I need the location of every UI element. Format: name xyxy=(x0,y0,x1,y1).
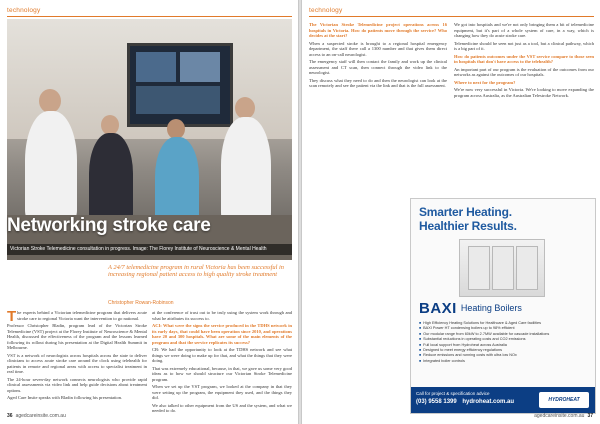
interview-question: The Victorian Stroke Telemedicine project operations across 16 hospitals in Victoria. How do patients move through the service? Who decides at the start? xyxy=(309,22,447,38)
photo-person-head xyxy=(101,115,119,135)
boiler-unit xyxy=(468,246,490,290)
ad-phone-number[interactable]: (03) 9558 1399 xyxy=(416,399,457,405)
body-paragraph: The emergency staff will then contact the family and work up the clinical assessment and CT scan, then connect through the video link to the neurologist. xyxy=(309,59,447,75)
byline: Christopher Rowan-Robinson xyxy=(108,300,174,306)
ad-brand-row xyxy=(419,299,589,317)
body-column-2 xyxy=(152,310,292,412)
body-paragraph: Telemedicine should be seen not just as a tool, but a clinical pathway, which is a big part of it. xyxy=(454,40,594,51)
body-paragraph: When a suspected stroke is brought to a regional hospital emergency department, the staff there call a 1300 number and that gives them direct access to an on-call neurologist. xyxy=(309,40,447,57)
body-paragraph: We also talked to other equipment from the US and the system, and what we needed to do. xyxy=(152,402,292,412)
folio-left xyxy=(7,413,66,419)
baxi-logo: BAXI xyxy=(419,299,457,317)
lead-text: he experts behind a Victorian telemedicine program that delivers acute stroke care to regional Victoria want the intervention to go national. xyxy=(17,310,147,321)
headline-box xyxy=(7,214,211,238)
section-rule-right xyxy=(309,16,594,17)
photo-person-head xyxy=(39,89,61,113)
photo-person-body xyxy=(25,111,77,221)
photo-person-body xyxy=(155,137,199,225)
boiler-unit xyxy=(516,246,538,290)
screen-pane xyxy=(136,52,176,82)
interview-question: How do patients outcomes under the VST service compare to those seen in hospitals that don't have access to the telehealth? xyxy=(454,53,594,64)
body-paragraph: Aged Care Insite speaks with Bladin following his presentation. xyxy=(7,395,123,400)
body-paragraph: Professor Christopher Bladin, program lead of the Victorian Stroke Telemedicine (VST) project at the Florey Institute of Neuroscience & Mental Health, discussed the effectiveness of the program and the lessons learned following its rollout during his presentation at the Digital Health Summit in Melbourne. xyxy=(7,323,147,350)
ad-feature: ■ Integrated boiler controls xyxy=(419,359,589,364)
body-column-1 xyxy=(7,310,147,412)
drop-cap: T xyxy=(7,310,17,325)
screen-pane xyxy=(136,86,220,114)
ad-brand-sub: Heating Boilers xyxy=(460,303,522,313)
photo-telemedicine-screen xyxy=(127,43,233,127)
ad-feature: ■ Substantial reductions in operating costs and CO2 emissions xyxy=(419,337,589,342)
photo-caption-bar xyxy=(7,244,292,255)
ad-feature: ■ Designed to meet energy efficiency regulations xyxy=(419,348,589,353)
ad-website[interactable]: hydroheat.com.au xyxy=(462,399,515,405)
page-number-right: 37 xyxy=(587,413,593,419)
body-paragraph: The 24-hour seven-day network connects neurologists who provide rapid clinical assessments via video link and help guide decisions about treatment options. xyxy=(7,376,147,393)
body-column-4 xyxy=(454,22,594,194)
boiler-product-image xyxy=(459,239,545,297)
hydroheat-logo-text: HYDROHEAT xyxy=(548,397,580,403)
ad-cta: Call for project & specification advice xyxy=(416,391,490,396)
boiler-unit xyxy=(492,246,514,290)
standfirst: A 24/7 telemedicine program in rural Victoria has been successful in increasing regional patient access to high quality stroke treatment xyxy=(108,264,284,279)
interview-question: Where to next for the program? xyxy=(454,79,516,85)
interview-question: ACI: What were the signs the service produced in the TDHS network in its early days, that could have been operation since 2010, and operations have 20 and 300 hospitals. What are some of the main elements of the program and that the service replicates its success? xyxy=(152,323,292,345)
left-page xyxy=(0,0,298,424)
section-rule-left xyxy=(7,16,292,17)
body-paragraph: That was extremely educational, because, in that, we gave us some very good ideas as to how we should structure our Victorian Stroke Telemedicine program. xyxy=(152,365,292,382)
ad-feature: ■ Reduce emissions and running costs with ultra low NOx xyxy=(419,353,589,358)
ad-headline-2: Healthier Results. xyxy=(419,219,517,233)
body-paragraph: They discuss what they need to do and then the neurologist can look at the scan remotely and see the patient via the link and that is the full assessment. xyxy=(309,77,447,88)
ad-contact[interactable] xyxy=(416,399,514,405)
ad-feature: ■ Full local support from Hydroheat across Australia xyxy=(419,343,589,348)
baxi-advert[interactable] xyxy=(410,198,596,414)
ad-feature: ■ Our modular range from 60kW to 2.7MW available for cascade installations xyxy=(419,332,589,337)
body-paragraph: An important part of our program is the evaluation of the outcomes from our networks as against the outcomes of our hospitals. xyxy=(454,66,594,77)
ad-feature-list xyxy=(419,321,589,364)
section-tag-right: technology xyxy=(309,7,343,14)
right-page xyxy=(302,0,600,424)
photo-person-body xyxy=(221,117,271,223)
screen-pane xyxy=(180,52,220,82)
body-paragraph: We got into hospitals and we're not only bringing them a bit of telemedicine equipment, but it's part of a whole system of care, in a way, which is changing how they do acute stroke care. xyxy=(454,22,594,38)
headline: Networking stroke care xyxy=(7,215,211,236)
photo-person-head xyxy=(235,97,255,119)
hydroheat-logo xyxy=(539,392,589,408)
ad-footer-bar xyxy=(411,387,595,413)
page-number-left: 36 xyxy=(7,413,13,419)
photo-caption: Victorian Stroke Telemedicine consultation in progress. Image: The Florey Institute of Neuroscience & Mental Health xyxy=(10,246,267,252)
body-paragraph: at the conference of trust out to be truly using the system work through and what he attributes its success to. xyxy=(152,310,292,321)
site-url-right: agedcareinsite.com.au xyxy=(534,413,585,419)
section-tag-left: technology xyxy=(7,7,41,14)
site-url-left: agedcareinsite.com.au xyxy=(15,413,66,419)
ad-feature: ■ High Efficiency Heating Solutions for Healthcare & Aged Care facilities xyxy=(419,321,589,326)
body-paragraph: VST is a network of neurologists across hospitals across the state to deliver clinicians to access acute stroke care around the clock using telehealth for patients in remote and regional areas with access to specialist treatment in real time. xyxy=(7,352,147,374)
body-paragraph xyxy=(7,310,147,325)
photo-person-body xyxy=(89,133,133,223)
photo-person-head xyxy=(167,119,185,139)
ad-feature: ■ BAXI Power HT condensing boilers up to 98% efficient xyxy=(419,326,589,331)
body-paragraph: We're now very successful in Victoria. We're looking to move expanding the program across Australia, as the Australian Telestroke Network. xyxy=(454,87,594,98)
body-paragraph: When we set up the VST program, we looked at the company in that they were setting up the program, the equipment they used, and the things they did. xyxy=(152,384,292,400)
ad-headline-1: Smarter Heating. xyxy=(419,205,512,219)
folio-right xyxy=(534,413,593,419)
body-paragraph: CB: We had the opportunity to look at the TDHS network and see what things we were doing to make up for that, and what the things that they were doing. xyxy=(152,347,292,363)
